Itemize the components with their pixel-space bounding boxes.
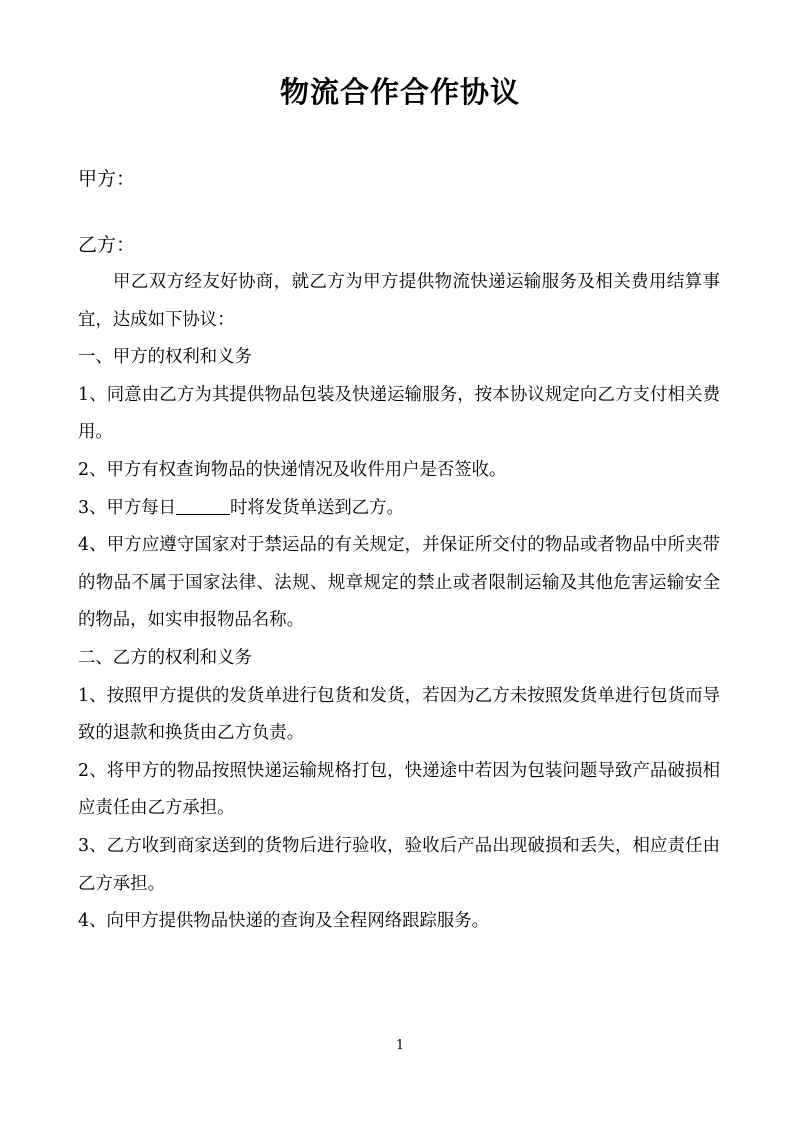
intro-paragraph: 甲乙双方经友好协商，就乙方为甲方提供物流快递运输服务及相关费用结算事宜，达成如下协议：: [78, 272, 720, 330]
agreement-body: [78, 264, 720, 941]
clause-b-2: 2、将甲方的物品按照快递运输规格打包，快递途中若因为包装问题导致产品破损相应责任由乙方承担。: [78, 760, 720, 819]
section-heading-party-b-rights: 二、乙方的权利和义务: [78, 647, 252, 668]
document-title: 物流合作合作协议: [279, 75, 520, 109]
section-heading-party-a-rights: 一、甲方的权利和义务: [78, 347, 252, 368]
page-number: 1: [395, 1038, 405, 1053]
clause-a-3: [78, 490, 720, 528]
clause-a-3-prefix: 3、甲方每日: [78, 497, 177, 518]
fill-in-blank: [176, 496, 230, 514]
clause-a-1: 1、同意由乙方为其提供物品包装及快递运输服务，按本协议规定向乙方支付相关费用。: [78, 384, 720, 443]
party-b-label: 乙方：: [78, 234, 136, 256]
clause-a-2: 2、甲方有权查询物品的快递情况及收件用户是否签收。: [78, 459, 507, 480]
clause-b-3: 3、乙方收到商家送到的货物后进行验收，验收后产品出现破损和丢失，相应责任由乙方承担。: [78, 835, 720, 894]
clause-a-3-suffix: 时将发货单送到乙方。: [230, 497, 404, 518]
clause-b-4: 4、向甲方提供物品快递的查询及全程网络跟踪服务。: [78, 911, 490, 932]
clause-b-1: 1、按照甲方提供的发货单进行包货和发货，若因为乙方未按照发货单进行包货而导致的退款和换货由乙方负责。: [78, 685, 720, 744]
clause-a-4: 4、甲方应遵守国家对于禁运品的有关规定，并保证所交付的物品或者物品中所夹带的物品不属于国家法律、法规、规章规定的禁止或者限制运输及其他危害运输安全的物品，如实申报物品名称。: [78, 535, 720, 631]
party-a-label: 甲方：: [78, 168, 136, 190]
